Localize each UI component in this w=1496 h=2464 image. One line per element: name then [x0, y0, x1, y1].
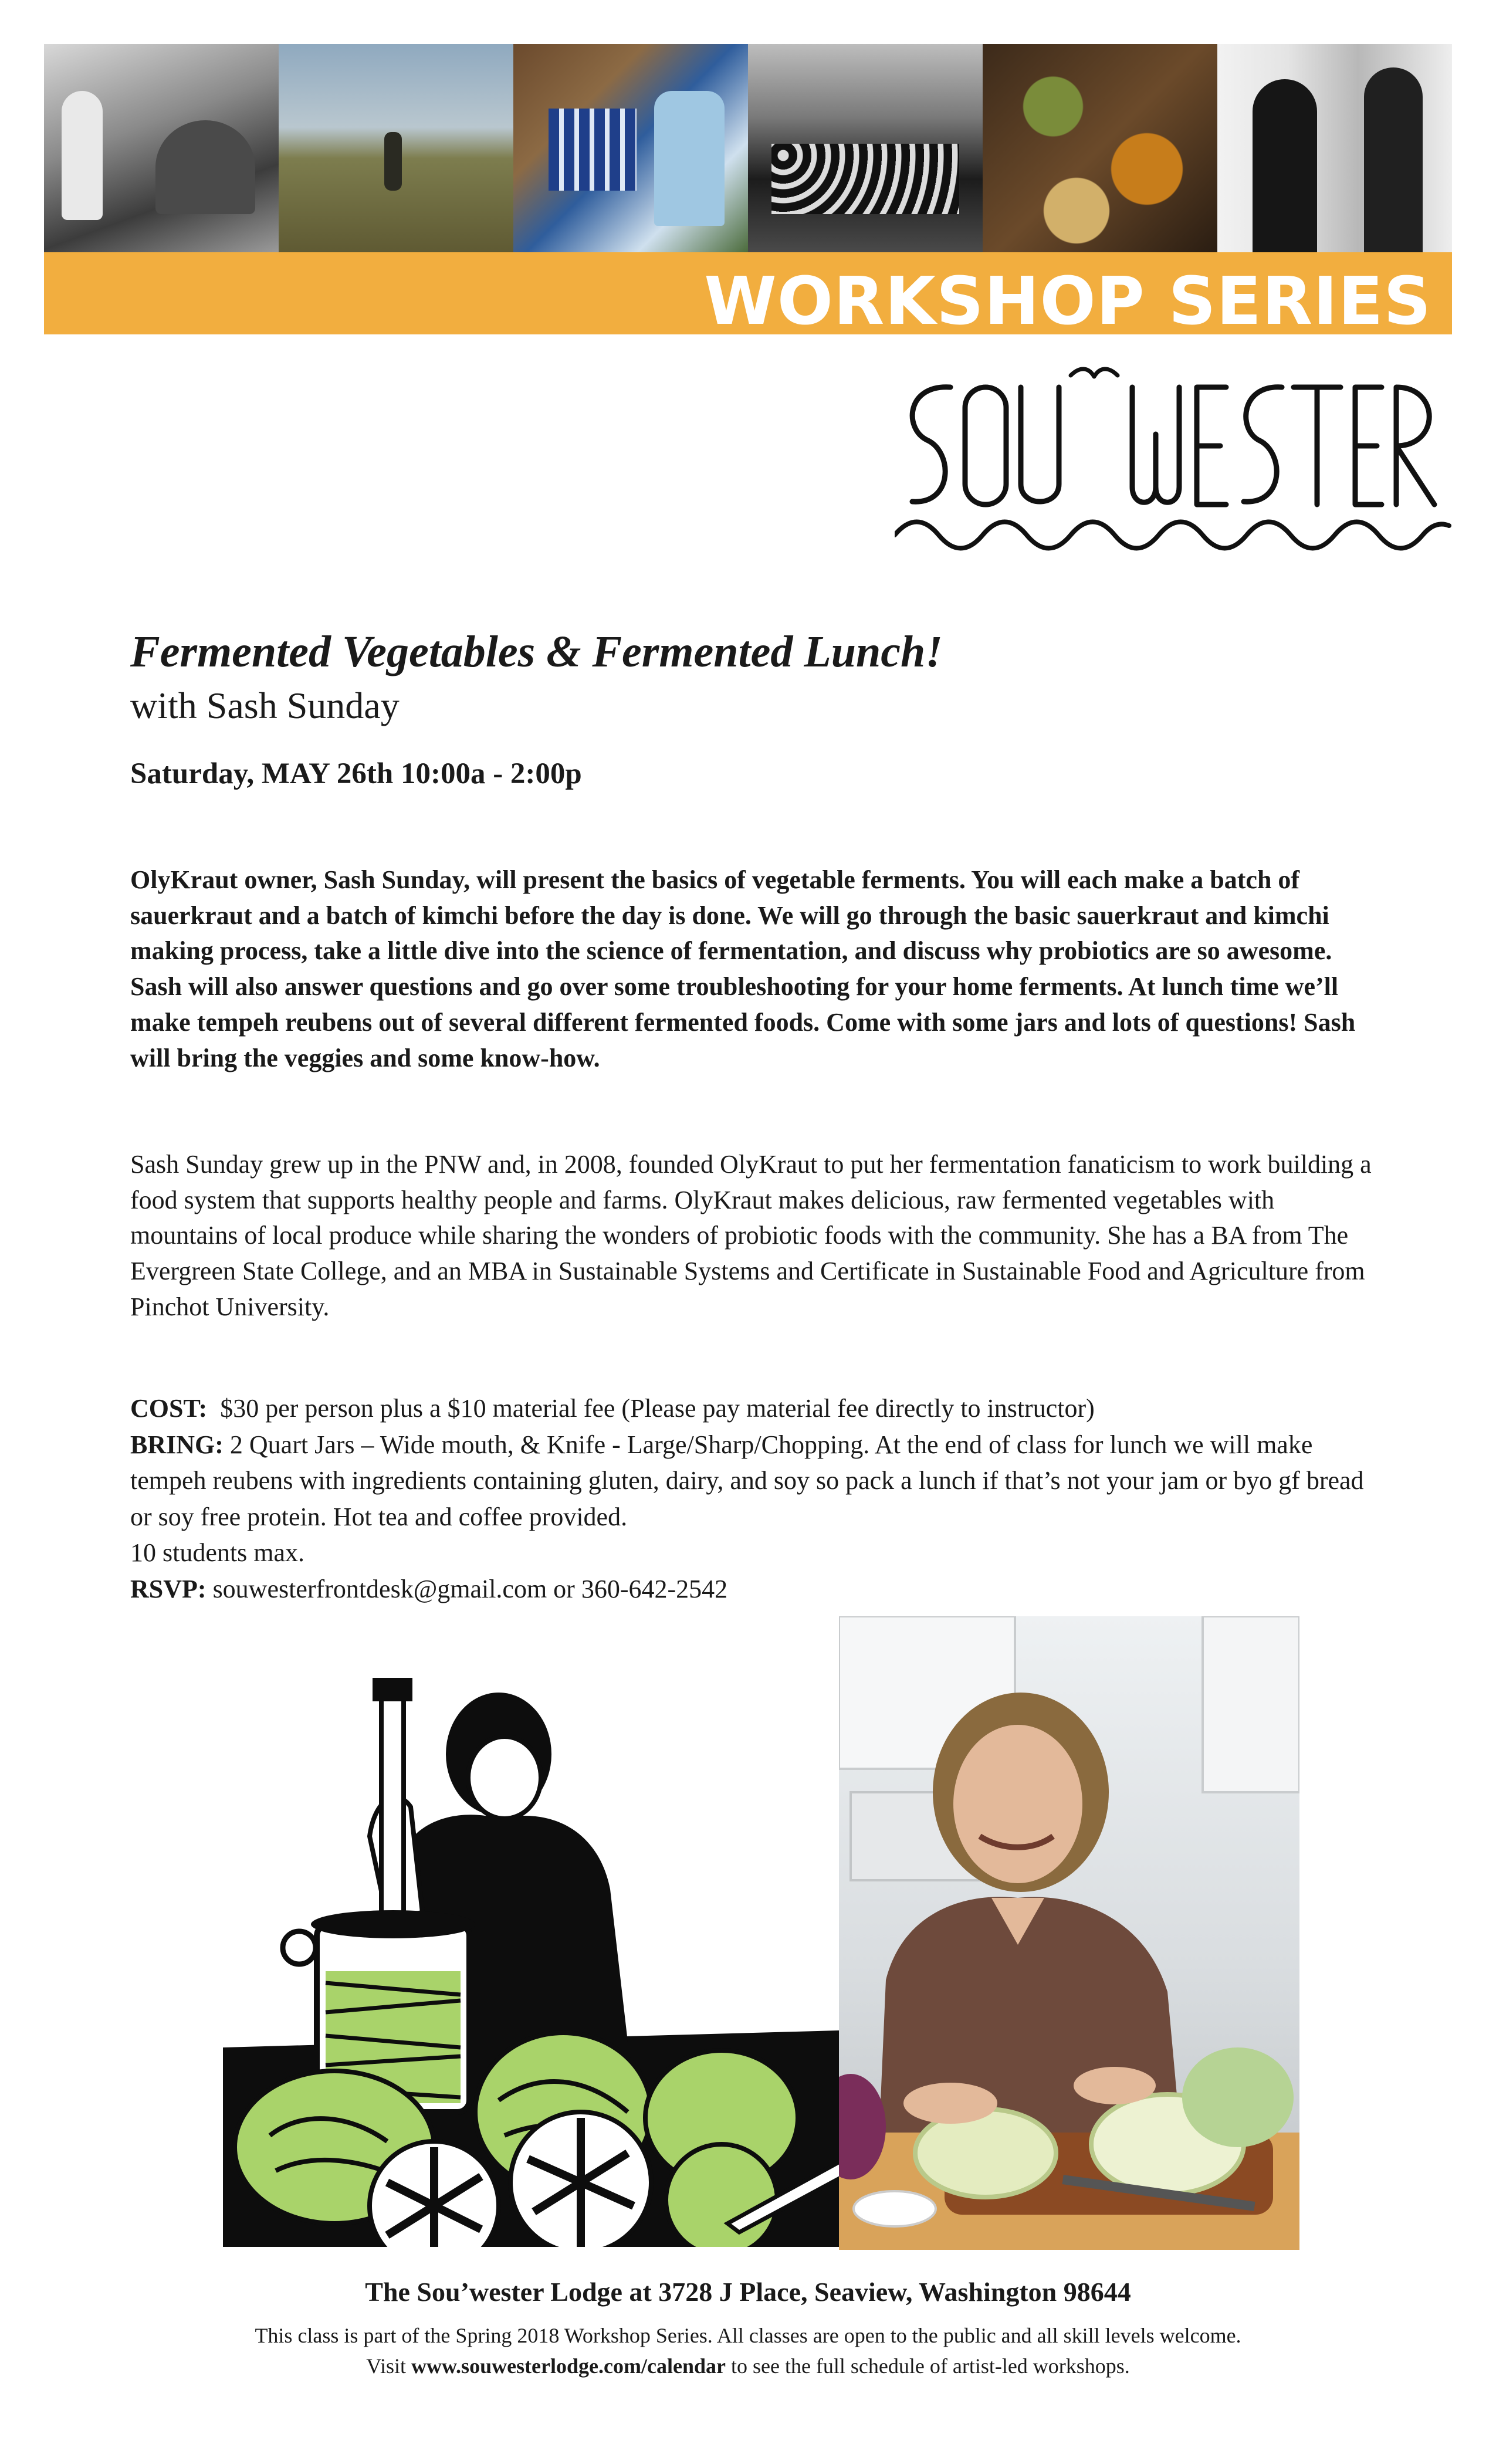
sauerkraut-illustration — [223, 1666, 859, 2247]
rsvp-text[interactable]: souwesterfrontdesk@gmail.com or 360-642-2542 — [212, 1574, 728, 1603]
instructor-bio: Sash Sunday grew up in the PNW and, in 2008, founded OlyKraut to put her fermentation fanaticism to work building a food system that supports healthy people and farms. OlyKraut makes delicious, raw fermented vegetables with mountains of local produce while sharing the wonders of probiotic foods with the community. She has a BA from The Evergreen State College, and an MBA in Sustainable Systems and Certificate in Sustainable Food and Agriculture from Pinchot University. — [130, 1150, 1372, 1321]
capacity-line: 10 students max. — [130, 1538, 304, 1568]
calendar-link[interactable]: www.souwesterlodge.com/calendar — [411, 2354, 726, 2378]
photo-typewriter — [748, 44, 983, 252]
bring-line — [130, 1427, 1380, 1535]
rsvp-label: RSVP: — [130, 1574, 207, 1603]
photo-spices — [983, 44, 1217, 252]
visit-line — [0, 2354, 1496, 2378]
visit-prefix: Visit — [366, 2354, 407, 2378]
bring-text: 2 Quart Jars – Wide mouth, & Knife - Large/Sharp/Chopping. At the end of class for lunch we will make tempeh reubens with ingredients containing gluten, dairy, and soy so pack a lunch if that’s not your jam or byo gf bread or soy free protein. Hot tea and coffee provided. — [130, 1430, 1364, 1531]
photo-art-class — [44, 44, 279, 252]
photo-dancers — [1217, 44, 1452, 252]
visit-suffix: to see the full schedule of artist-led workshops. — [730, 2354, 1130, 2378]
event-description: OlyKraut owner, Sash Sunday, will present the basics of vegetable ferments. You will each make a batch of sauerkraut and a batch of kimchi before the day is done. We will go through the basic sauerkraut and kimchi making process, take a little dive into the science of fermentation, and discuss why probiotics are so awesome. Sash will also answer questions and go over some troubleshooting for your home ferments. At lunch time we’ll make tempeh reubens out of several different fermented foods. Come with some jars and lots of questions! Sash will bring the veggies and some know-how. — [130, 865, 1356, 1072]
event-title: Fermented Vegetables & Fermented Lunch! — [130, 627, 943, 676]
instructor-photo — [839, 1616, 1299, 2250]
event-date: Saturday, MAY 26th 10:00a - 2:00p — [130, 757, 582, 790]
event-subtitle: with Sash Sunday — [130, 685, 400, 726]
bring-label: BRING: — [130, 1430, 224, 1459]
cost-line — [130, 1390, 1380, 1427]
header-photo-strip — [44, 44, 1452, 252]
venue-address: The Sou’wester Lodge at 3728 J Place, Seaview, Washington 98644 — [365, 2277, 1131, 2307]
photo-landscape — [279, 44, 513, 252]
cost-label: COST: — [130, 1394, 208, 1423]
workshop-series-title: WORKSHOP SERIES — [704, 263, 1431, 340]
photo-indigo-textiles — [513, 44, 748, 252]
cost-text: $30 per person plus a $10 material fee (Please pay material fee directly to instructor) — [220, 1394, 1095, 1423]
series-note: This class is part of the Spring 2018 Workshop Series. All classes are open to the public and all skill levels welcome. — [255, 2324, 1241, 2347]
rsvp-line — [130, 1571, 1380, 1607]
workshop-series-band — [44, 252, 1452, 340]
souwester-logo — [895, 364, 1452, 557]
event-details — [130, 1390, 1380, 1607]
